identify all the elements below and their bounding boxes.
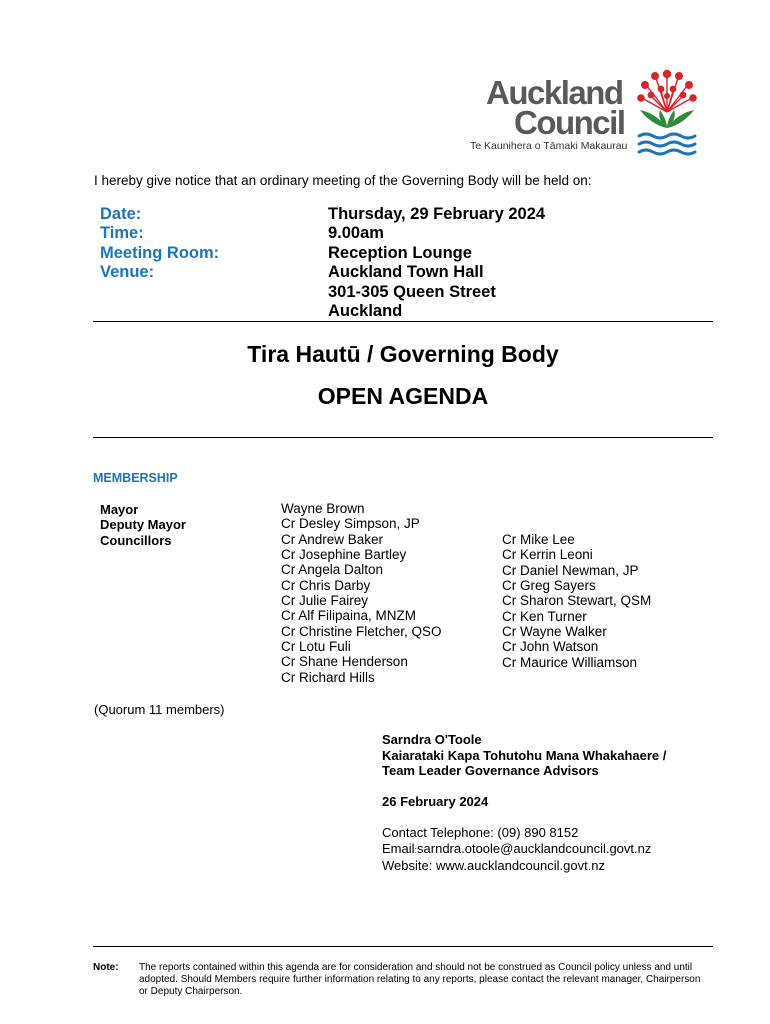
member-name: Wayne Brown [281,501,365,516]
member-name: Cr Desley Simpson, JP [281,516,420,532]
member-name: Cr Wayne Walker [502,624,607,640]
venue-line: Auckland Town Hall [328,263,484,281]
member-name: Cr Chris Darby [281,577,371,593]
email-separator: : [414,844,418,855]
signoff-block [382,732,666,874]
member-name: Cr John Watson [502,639,599,655]
member-name: Cr Andrew Baker [281,531,384,547]
document-title: Tira Hautū / Governing Body [247,341,559,367]
contact-email [382,841,666,859]
signoff-title: Kaiarataki Kapa Tohutohu Mana Whakahaere / [382,747,667,763]
signoff-title: Team Leader Governance Advisors [382,763,599,778]
meeting-time: 9.00am [328,224,384,242]
member-name: Cr Ken Turner [502,608,587,624]
member-name: Cr Julie Fairey [281,593,369,609]
meeting-room-label: Meeting Room: [100,244,220,262]
member-name: Cr Richard Hills [281,669,375,685]
logo-wordmark-line1: Auckland [486,74,623,111]
meeting-date: Thursday, 29 February 2024 [328,205,546,223]
member-name: Cr Sharon Stewart, QSM [502,593,652,609]
meeting-notice: I hereby give notice that an ordinary meeting of the Governing Body will be held on: [94,173,592,188]
venue-line: Auckland [328,302,403,320]
member-name: Cr Mike Lee [502,532,575,547]
membership-heading: MEMBERSHIP [93,471,178,485]
divider [93,946,713,947]
venue-label: Venue: [100,263,155,281]
member-name: Cr Greg Sayers [502,578,596,594]
note-text: The reports contained within this agenda are for consideration and should not be construed as Council policy unless and until adopted. Should Members require further information relating to any reports, please contact the relevant manager, Chairperson or Deputy Chairperson. [139,962,701,997]
time-label: Time: [100,224,144,242]
divider [93,437,713,438]
role-label: Deputy Mayor [100,517,186,532]
note-label: Note: [93,962,119,973]
venue-line: 301-305 Queen Street [328,283,496,301]
logo-wordmark-line2: Council [514,104,625,141]
member-name: Cr Josephine Bartley [281,547,407,563]
email-link[interactable]: sarndra.otoole@aucklandcouncil.govt.nz [417,840,652,856]
members-column-1 [281,501,442,685]
signoff-date: 26 February 2024 [382,794,489,809]
date-label: Date: [100,205,142,223]
document-subtitle: OPEN AGENDA [317,383,489,409]
role-label: Mayor [100,502,139,517]
member-name: Cr Shane Henderson [281,654,408,670]
member-name: Cr Maurice Williamson [502,654,638,670]
email-label: Email [382,840,415,856]
members-column-2 [502,532,651,670]
signoff-name: Sarndra O'Toole [382,732,482,747]
role-label: Councillors [100,533,172,548]
member-name: Cr Kerrin Leoni [502,547,593,563]
member-name: Cr Lotu Fuli [281,639,351,655]
member-name: Cr Christine Fletcher, QSO [281,623,442,639]
logo-tagline: Te Kaunihera o Tāmaki Makaurau [470,140,628,152]
member-name: Cr Daniel Newman, JP [502,562,639,578]
quorum-note: (Quorum 11 members) [94,702,225,717]
contact-phone: Contact Telephone: (09) 890 8152 [382,825,579,840]
pohutukawa-logo-icon [636,66,698,156]
member-name: Cr Angela Dalton [281,562,384,578]
contact-website[interactable]: Website: www.aucklandcouncil.govt.nz [382,858,606,873]
member-name: Cr Alf Filipaina, MNZM [281,608,417,624]
divider [93,321,713,322]
meeting-room: Reception Lounge [328,244,472,262]
